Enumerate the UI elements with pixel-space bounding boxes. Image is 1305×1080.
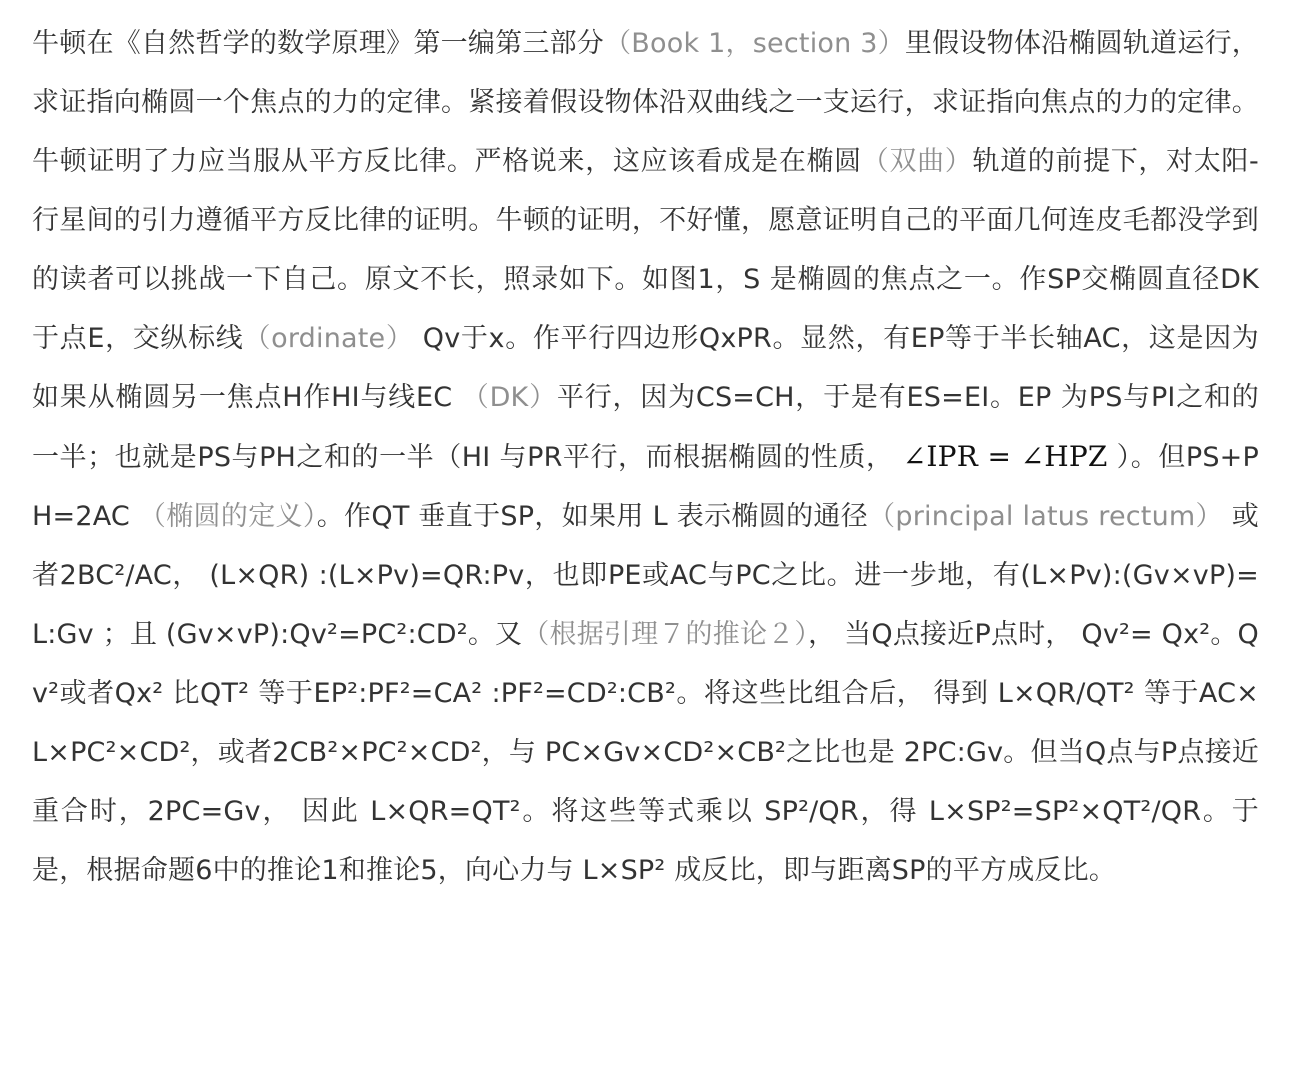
- text-segment: 轨道的前提下，对太阳-行星间的引力遵循平方反比律的证明。牛顿的证明，不好懂，愿意证明自己的平面几何连皮毛都没学到的读者可以挑战一下自己。原文不长，照录如下。如图1，S 是椭圆的焦点之一。作SP交椭圆直径DK于点E，交纵标线: [32, 146, 1259, 354]
- annotation-latus-rectum: （principal latus rectum）: [868, 501, 1223, 532]
- annotation-ellipse-definition: （椭圆的定义）: [138, 501, 317, 532]
- annotation-lemma-corollary: （根据引理７的推论２）: [522, 619, 809, 650]
- text-segment: ）。但PS+PH=2AC: [32, 442, 1259, 532]
- text-segment: 或者2BC²/AC， (L×QR) :(L×Pv)=QR:Pv，也即PE或AC与PC之比。进一步地，有(L×Pv):(Gv×vP)=L:Gv ；且 (Gv×vP):Qv²=PC²:CD²。又: [32, 501, 1259, 650]
- annotation-hyperbola: （双曲）: [861, 146, 973, 177]
- text-segment: ， 当Q点接近P点时， Qv²= Qx²。Qv²或者Qx² 比QT² 等于EP²:PF²=CA² :PF²=CD²:CB²。将这些比组合后， 得到 L×QR/QT² 等于AC×L×PC²×CD²，或者2CB²×PC²×CD²，与 PC×Gv×CD²×CB²之比也是 2PC:Gv。但当Q点与P点接近重合时，2PC=Gv， 因此 L×QR=QT²。将这些等式乘以 SP²/QR，得 L×SP²=SP²×QT²/QR。于是，根据命题6中的推论1和推论5，向心力与 L×SP² 成反比，即与距离SP的平方成反比。: [32, 619, 1260, 886]
- text-segment: 里假设物体沿椭圆轨道运行，求证指向椭圆一个焦点的力的定律。紧接着假设物体沿双曲线之一支运行，求证指向焦点的力的定律。牛顿证明了力应当服从平方反比律。严格说来，这应该看成是在椭圆: [32, 28, 1260, 177]
- text-segment: 平行，因为CS=CH，于是有ES=EI。EP 为PS与PI之和的一半；也就是PS与PH之和的一半（HI 与PR平行，而根据椭圆的性质，: [32, 382, 1260, 473]
- annotation-book-section: （Book 1，section 3）: [604, 28, 905, 59]
- text-segment: 牛顿在《自然哲学的数学原理》第一编第三部分: [32, 28, 605, 59]
- article-paragraph: [32, 14, 1259, 900]
- annotation-ordinate: （ordinate）: [243, 323, 414, 354]
- text-segment: 。作QT 垂直于SP，如果用 L 表示椭圆的通径: [316, 501, 869, 532]
- math-formula-angle: ∠IPR = ∠HPZ: [902, 440, 1108, 473]
- annotation-dk: （DK）: [461, 382, 557, 413]
- text-segment: Qv于x。作平行四边形QxPR。显然，有EP等于半长轴AC，这是因为如果从椭圆另一焦点H作HI与线EC: [32, 323, 1259, 413]
